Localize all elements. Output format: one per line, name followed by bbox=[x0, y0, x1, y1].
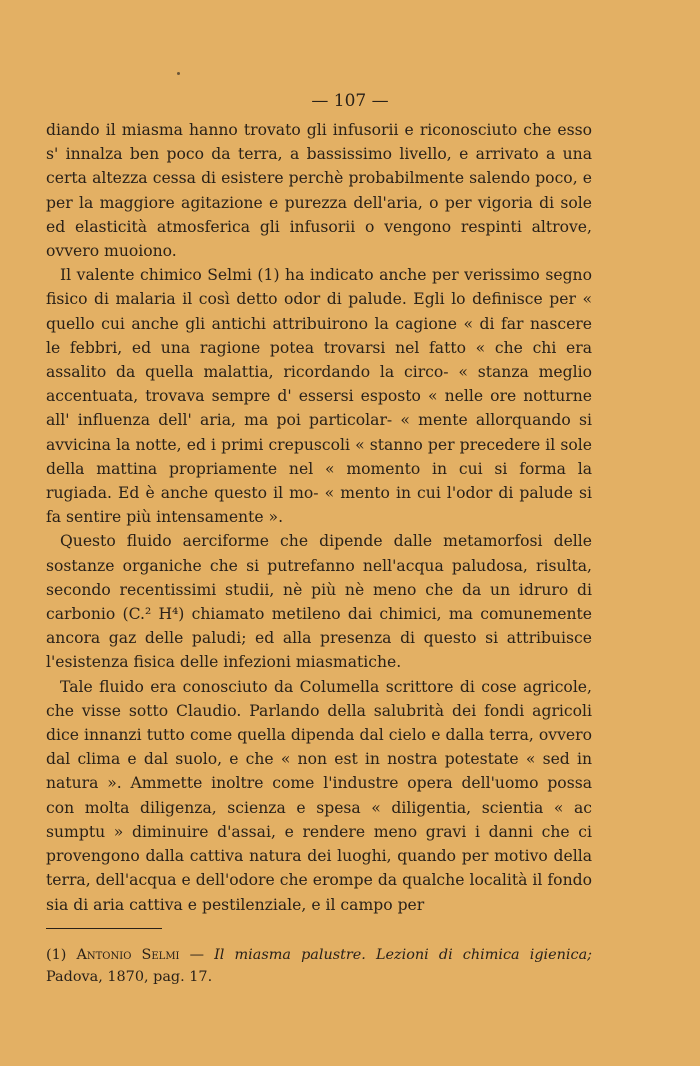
footnote bbox=[46, 944, 592, 988]
body-text bbox=[46, 118, 592, 917]
page-number: — 107 — bbox=[311, 91, 389, 111]
footnote-rule bbox=[46, 928, 162, 929]
paper-speck bbox=[177, 72, 180, 75]
footnote-publication: Padova, 1870, pag. 17. bbox=[46, 969, 213, 985]
footnote-marker: (1) bbox=[46, 947, 67, 963]
paragraph-columella: Tale fluido era conosciuto da Columella scrittore di cose agricole, che visse sotto Claudio. Parlando della salubrità dei fondi agricoli dice innanzi tutto come quella dipenda dal cielo e dalla terra, ovvero dal clima e dal suolo, e che « non est in nostra potestate « sed in natura ». Ammette inoltre come l'industre opera dell'uomo possa con molta diligenza, scienza e spesa « diligentia, scientia « ac sumptu » diminuire d'assai, e rendere meno gravi i danni che ci provengono dalla cattiva natura dei luoghi, quando per motivo della terra, dell'acqua e dell'odore che erompe da qualche località il fondo sia di aria cattiva e pestilenziale, e il campo per bbox=[46, 677, 592, 914]
paragraph-methylene: Questo fluido aerciforme che dipende dalle metamorfosi delle sostanze organiche che si putrefanno nell'acqua paludosa, risulta, secondo recentissimi studii, nè più nè meno che da un idruro di carbonio (C.² H⁴) chiamato metileno dai chimici, ma comunemente ancora gaz delle paludi; ed alla presenza di questo si attribuisce l'esistenza fisica delle infezioni miasmatiche. bbox=[46, 532, 592, 672]
paragraph-selmi: Il valente chimico Selmi (1) ha indicato anche per verissimo segno fisico di malaria il così detto odor di palude. Egli lo definisce per « quello cui anche gli antichi attribuirono la cagione « di far nascere le febbri, ed una ragione potea trovarsi nel fatto « che chi era assalito da quella malattia, ricordando la circo- « stanza meglio accentuata, trovava sempre d' essersi esposto « nelle ore notturne all' influenza dell' aria, ma poi particolar- « mente allorquando si avvicina la notte, ed i primi crepuscoli « stanno per precedere il sole della mattina propriamente nel « momento in cui si forma la rugiada. Ed è anche questo il mo- « mento in cui l'odor di palude si fa sentire più intensamente ». bbox=[46, 266, 592, 527]
paragraph-continuation: diando il miasma hanno trovato gli infusorii e riconosciuto che esso s' innalza ben poco da terra, a bassissimo livello, e arrivato a una certa altezza cessa di esistere perchè probabilmente salendo poco, e per la maggiore agitazione e purezza dell'aria, o per vigoria di sole ed elasticità atmosferica gli infusorii o vengono respinti altrove, ovvero muoiono. bbox=[46, 121, 592, 261]
footnote-author: Antonio Selmi — bbox=[76, 947, 205, 963]
footnote-title: Il miasma palustre. Lezioni di chimica igienica; bbox=[214, 947, 593, 963]
